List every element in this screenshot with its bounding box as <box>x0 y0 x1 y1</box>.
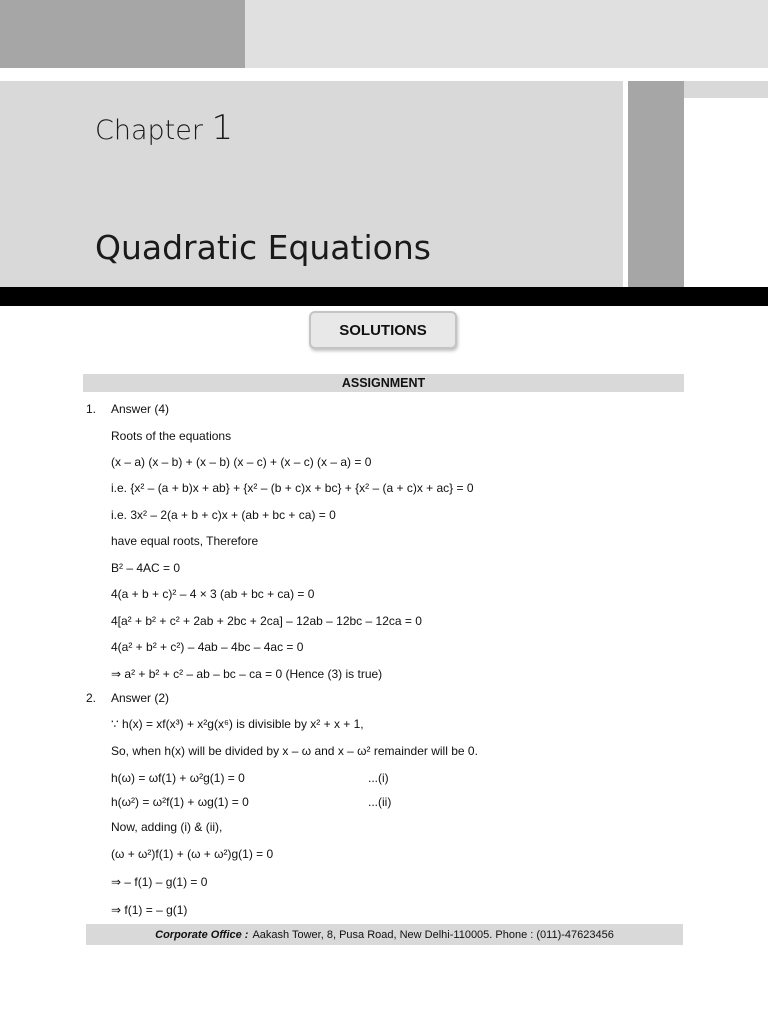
solution-line: h(ω) = ωf(1) + ω²g(1) = 0 <box>111 771 245 785</box>
solution-line: Roots of the equations <box>111 429 232 443</box>
equation-tag: ...(i) <box>368 771 389 785</box>
header-black-rule <box>0 287 768 306</box>
solution-line: 4[a² + b² + c² + 2ab + 2bc + 2ca] – 12ab – 12bc – 12ca = 0 <box>111 614 422 628</box>
solution-line: ⇒ f(1) = – g(1) <box>111 903 188 917</box>
header-decor-light-block <box>245 0 768 68</box>
chapter-label <box>95 108 233 148</box>
header-decor-strip <box>684 81 768 98</box>
solution-line: have equal roots, Therefore <box>111 534 259 548</box>
footer-label: Corporate Office : <box>155 928 249 941</box>
answer-line: Answer (2) <box>111 691 170 705</box>
solution-line: ⇒ – f(1) – g(1) = 0 <box>111 875 208 889</box>
solution-line: (x – a) (x – b) + (x – b) (x – c) + (x – c) (x – a) = 0 <box>111 455 372 469</box>
solution-line: h(ω²) = ω²f(1) + ωg(1) = 0 <box>111 795 249 809</box>
equation-tag: ...(ii) <box>368 795 392 809</box>
solution-line: 4(a² + b² + c²) – 4ab – 4bc – 4ac = 0 <box>111 640 304 654</box>
solution-line: ⇒ a² + b² + c² – ab – bc – ca = 0 (Hence (3) is true) <box>111 667 383 681</box>
solution-line: B² – 4AC = 0 <box>111 561 181 575</box>
footer-address: Aakash Tower, 8, Pusa Road, New Delhi-110005. Phone : (011)-47623456 <box>252 928 614 941</box>
chapter-number: 1 <box>211 108 234 148</box>
solution-line: So, when h(x) will be divided by x – ω and x – ω² remainder will be 0. <box>111 744 478 758</box>
solution-line: i.e. 3x² – 2(a + b + c)x + (ab + bc + ca) = 0 <box>111 508 336 522</box>
header-decor-vertical-bar <box>628 81 684 287</box>
chapter-word: Chapter <box>95 115 203 146</box>
solution-line: i.e. {x² – (a + b)x + ab} + {x² – (b + c)x + bc} + {x² – (a + c)x + ac} = 0 <box>111 481 474 495</box>
question-number: 2. <box>86 691 97 705</box>
solutions-heading-box: SOLUTIONS <box>309 311 457 349</box>
footer-bar <box>86 924 683 945</box>
header-decor-dark-block <box>0 0 245 68</box>
solution-line: ∵ h(x) = xf(x³) + x²g(x⁶) is divisible by x² + x + 1, <box>111 717 364 731</box>
answer-line: Answer (4) <box>111 402 170 416</box>
solution-line: (ω + ω²)f(1) + (ω + ω²)g(1) = 0 <box>111 847 274 861</box>
solution-line: 4(a + b + c)² – 4 × 3 (ab + bc + ca) = 0 <box>111 587 315 601</box>
solution-line: Now, adding (i) & (ii), <box>111 820 223 834</box>
question-number: 1. <box>86 402 97 416</box>
assignment-heading: ASSIGNMENT <box>83 374 684 392</box>
chapter-title: Quadratic Equations <box>95 228 431 267</box>
